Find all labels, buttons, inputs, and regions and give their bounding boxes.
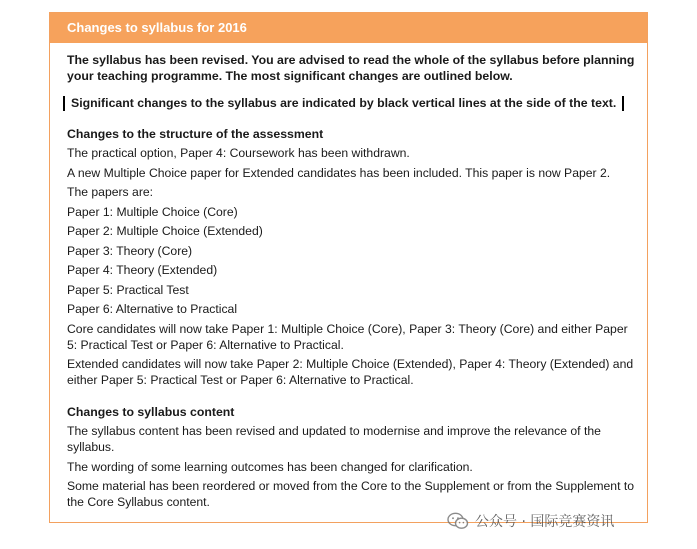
core-candidates-note: Core candidates will now take Paper 1: Multiple Choice (Core), Paper 3: Theory (Core) and either Paper 5: Practical Test or Paper 6: Alternative to Practical. [67,321,628,352]
paper-item: Paper 6: Alternative to Practical [67,302,238,316]
change-bar-right [622,96,624,111]
paper-item: Paper 2: Multiple Choice (Extended) [67,224,263,238]
intro-text: The syllabus has been revised. You are advised to read the whole of the syllabus before planning your teaching programme. The most significant changes are outlined below. [67,53,635,83]
panel-title: Changes to syllabus for 2016 [50,13,647,43]
paper-item: Paper 4: Theory (Extended) [67,263,218,277]
papers-intro: The papers are: [67,185,154,199]
content-change-item: The wording of some learning outcomes has been changed for clarification. [67,459,473,474]
structure-section-title: Changes to the structure of the assessment [67,127,324,141]
syllabus-changes-panel [49,12,648,523]
withdrawn-text: The practical option, Paper 4: Coursework has been withdrawn. [67,146,410,160]
new-paper-text: A new Multiple Choice paper for Extended candidates has been included. This paper is now Paper 2. [67,165,611,180]
watermark [447,510,614,532]
significant-changes-note [63,95,635,111]
paper-item: Paper 5: Practical Test [67,282,189,297]
watermark-text: 公众号 · 国际竞赛资讯 [475,514,615,530]
paper-item: Paper 3: Theory (Core) [67,243,193,258]
panel-content [67,52,635,514]
content-change-item: Some material has been reordered or moved from the Core to the Supplement or from the Supplement to the Core Syllabus content. [67,479,635,509]
extended-candidates-note: Extended candidates will now take Paper 2: Multiple Choice (Extended), Paper 4: Theory (Extended) and either Paper 5: Practical Test or Paper 6: Alternative to Practical. [67,357,634,387]
significant-note-text: Significant changes to the syllabus are indicated by black vertical lines at the side of the text. [71,96,617,110]
paper-item: Paper 1: Multiple Choice (Core) [67,204,238,219]
wechat-icon [447,512,469,530]
content-section-title: Changes to syllabus content [67,405,235,419]
content-change-item: The syllabus content has been revised and updated to modernise and improve the relevance of the syllabus. [67,424,601,454]
change-bar-left [63,96,65,111]
